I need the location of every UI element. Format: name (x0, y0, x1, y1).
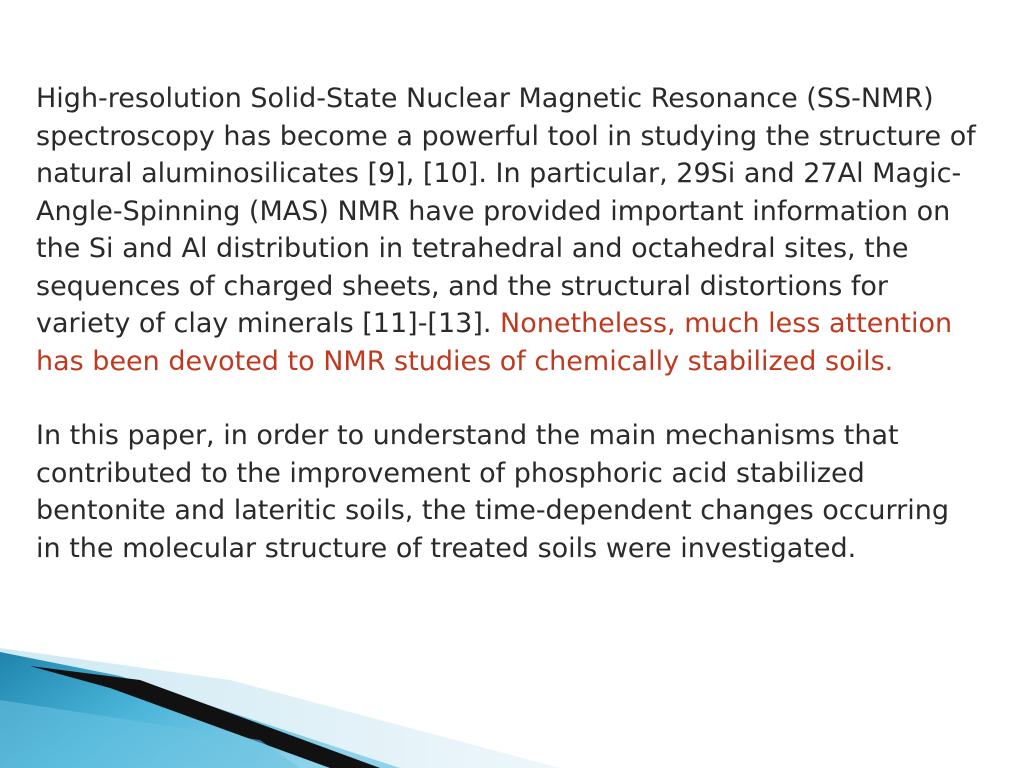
highlight-text: Nonetheless, much less attention has been devoted to NMR studies of chemically stabilized soils. (36, 308, 953, 377)
slide-text (36, 80, 976, 567)
paragraph-intro-text: High-resolution Solid-State Nuclear Magnetic Resonance (SS-NMR) spectroscopy has become a powerful tool in studying the structure of natural aluminosilicates [9], [10]. In particular, 29Si and 27Al Magic-Angle-Spinning (MAS) NMR have provided important information on the Si and Al distribution in tetrahedral and octahedral sites, the sequences of charged sheets, and the structural distortions for variety of clay minerals [11]-[13]. (36, 83, 976, 339)
paragraph-aim: In this paper, in order to understand the main mechanisms that contributed to the improvement of phosphoric acid stabilized bentonite and lateritic soils, the time-dependent changes occurring in the molecular structure of treated soils were investigated. (36, 420, 950, 564)
paragraph-intro (36, 80, 976, 380)
